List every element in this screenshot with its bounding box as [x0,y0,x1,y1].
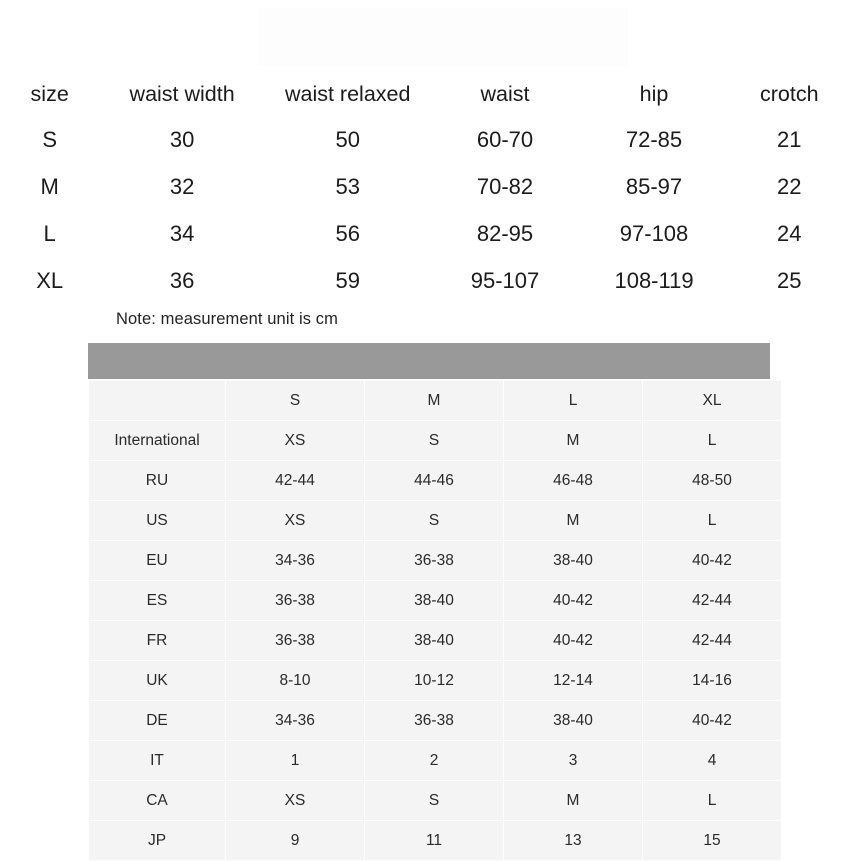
region-value: 36-38 [226,581,364,620]
conversion-size-m: M [365,381,503,420]
region-label: RU [89,461,225,500]
region-value: 42-44 [643,621,781,660]
table-row [0,163,850,210]
region-label: FR [89,621,225,660]
top-background-wash [258,8,628,66]
region-label: UK [89,661,225,700]
region-value: 38-40 [504,701,642,740]
region-value: 36-38 [365,541,503,580]
cell-waist: 82-95 [476,220,534,246]
table-row [89,461,781,500]
measurement-table-body [0,116,850,304]
region-value: 42-44 [643,581,781,620]
region-value: 11 [365,821,503,860]
conversion-size-header-row [89,381,781,420]
region-label: CA [89,781,225,820]
conversion-table-banner [88,343,770,379]
cell-waist: 95-107 [470,267,540,293]
conversion-size-l: L [504,381,642,420]
region-value: S [365,781,503,820]
region-value: 40-42 [504,581,642,620]
header-waist-width: waist width [129,81,235,106]
region-value: 2 [365,741,503,780]
region-value: 8-10 [226,661,364,700]
conversion-grid [88,380,782,861]
region-value: 36-38 [365,701,503,740]
conversion-size-s: S [226,381,364,420]
cell-waist-relaxed: 50 [335,126,360,152]
header-size: size [30,81,69,106]
cell-hip: 97-108 [619,220,689,246]
region-value: 34-36 [226,541,364,580]
table-row [89,621,781,660]
measurement-unit-note: Note: measurement unit is cm [116,310,338,328]
table-row [89,581,781,620]
cell-waist-width: 32 [169,173,195,199]
region-label: IT [89,741,225,780]
cell-waist: 60-70 [476,126,534,152]
region-value: 4 [643,741,781,780]
measurement-table-head [0,72,850,116]
cell-crotch: 25 [777,267,802,293]
table-row [89,541,781,580]
region-value: 9 [226,821,364,860]
region-value: M [504,421,642,460]
cell-hip: 108-119 [614,267,694,293]
cell-hip: 85-97 [625,173,683,199]
region-label: US [89,501,225,540]
region-label: ES [89,581,225,620]
region-value: 48-50 [643,461,781,500]
cell-waist-relaxed: 53 [335,173,360,199]
cell-waist-relaxed: 59 [335,267,360,293]
cell-size: L [43,220,56,246]
measurement-header-row [0,72,850,116]
region-value: 38-40 [365,581,503,620]
region-value: XS [226,421,364,460]
conversion-corner-cell [89,381,225,420]
region-value: M [504,501,642,540]
region-value: 38-40 [365,621,503,660]
region-value: M [504,781,642,820]
region-value: XS [226,501,364,540]
region-value: L [643,781,781,820]
region-label: JP [89,821,225,860]
cell-hip: 72-85 [625,126,683,152]
cell-waist-width: 34 [169,220,195,246]
cell-crotch: 22 [777,173,802,199]
region-value: 42-44 [226,461,364,500]
cell-waist-width: 30 [169,126,195,152]
conversion-grid-body [89,381,781,860]
region-value: 40-42 [504,621,642,660]
region-label: DE [89,701,225,740]
region-value: 34-36 [226,701,364,740]
region-value: 3 [504,741,642,780]
region-value: 40-42 [643,701,781,740]
region-value: L [643,501,781,540]
cell-waist: 70-82 [476,173,534,199]
region-label: EU [89,541,225,580]
region-label: International [89,421,225,460]
header-hip: hip [639,81,669,106]
header-crotch: crotch [759,81,819,106]
region-value: 36-38 [226,621,364,660]
header-waist-relaxed: waist relaxed [284,81,411,106]
table-row [89,661,781,700]
region-value: 38-40 [504,541,642,580]
region-value: 12-14 [504,661,642,700]
region-value: 46-48 [504,461,642,500]
region-value: S [365,501,503,540]
conversion-size-xl: XL [643,381,781,420]
measurement-table [0,72,850,304]
cell-waist-relaxed: 56 [335,220,360,246]
region-value: 14-16 [643,661,781,700]
cell-crotch: 21 [777,126,802,152]
cell-waist-width: 36 [169,267,195,293]
table-row [89,821,781,860]
region-value: 40-42 [643,541,781,580]
region-value: 1 [226,741,364,780]
region-value: L [643,421,781,460]
table-row [89,741,781,780]
table-row [89,781,781,820]
cell-size: M [40,173,59,199]
table-row [0,116,850,163]
table-row [0,257,850,304]
region-value: 44-46 [365,461,503,500]
size-conversion-table [88,343,770,861]
table-row [89,421,781,460]
region-value: 13 [504,821,642,860]
region-value: S [365,421,503,460]
header-waist: waist [480,81,530,106]
cell-size: XL [36,267,64,293]
region-value: 15 [643,821,781,860]
region-value: XS [226,781,364,820]
table-row [89,501,781,540]
cell-size: S [42,126,58,152]
region-value: 10-12 [365,661,503,700]
cell-crotch: 24 [777,220,802,246]
table-row [0,210,850,257]
table-row [89,701,781,740]
